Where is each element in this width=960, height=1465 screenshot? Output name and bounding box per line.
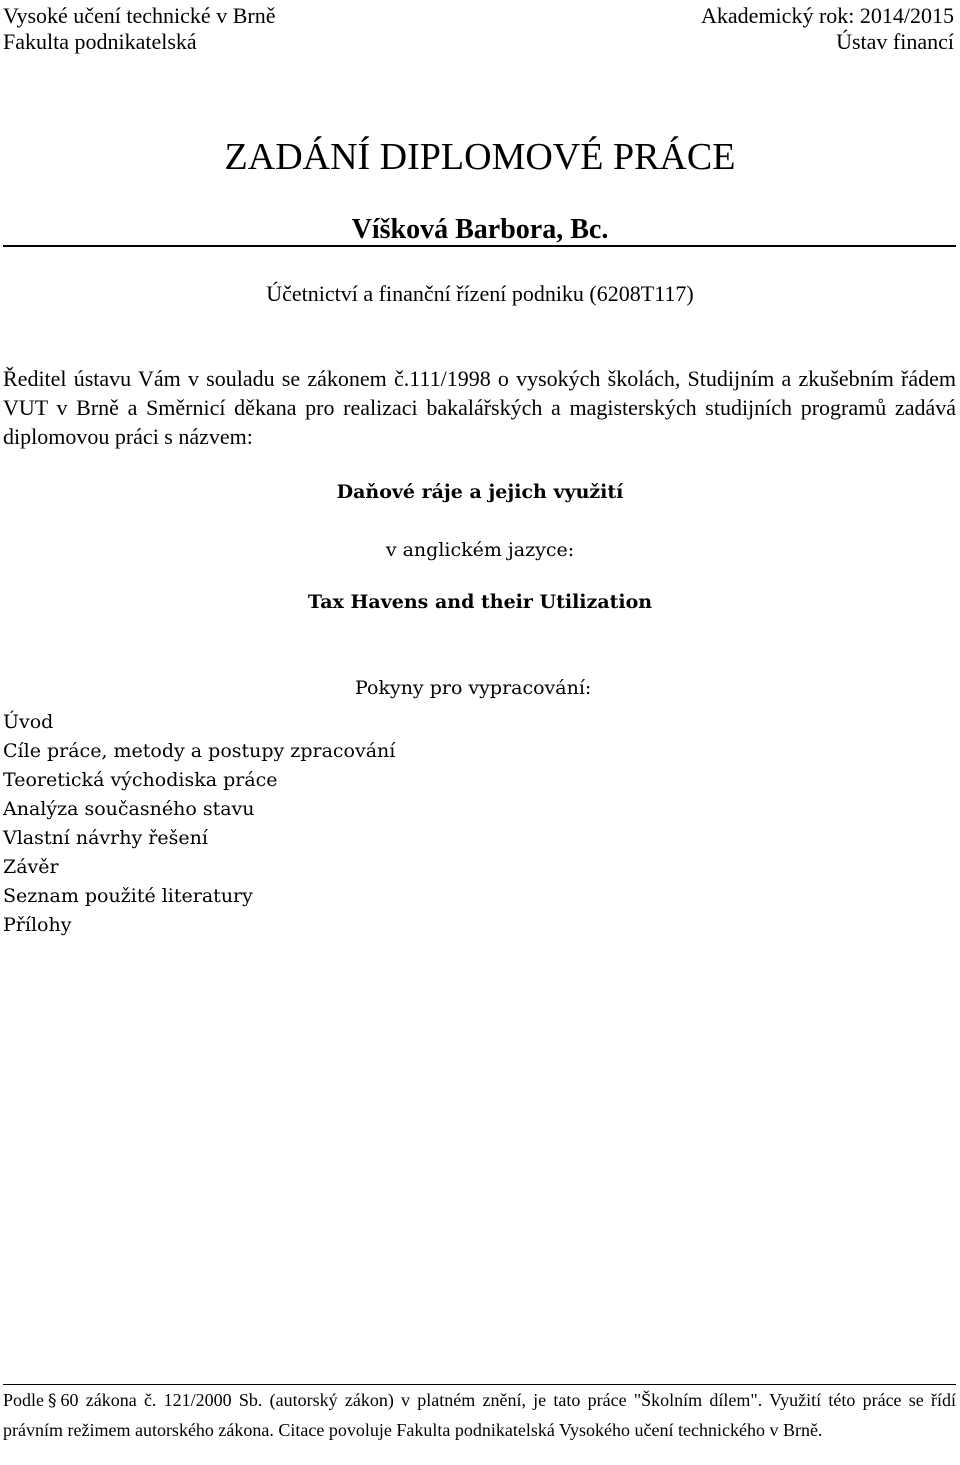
intro-paragraph: Ředitel ústavu Vám v souladu se zákonem č.111/1998 o vysokých školách, Studijním a zkušebním řádem VUT v Brně a Směrnicí děkana pro realizaci bakalářských a magisterských studijních programů zadává diplomovou práci s názvem: [3,366,956,449]
thesis-title-czech: Daňové ráje a jejich využití [336,481,624,503]
list-item: Přílohy [3,914,72,936]
department-name: Ústav financí [836,29,954,54]
list-item: Úvod [3,711,54,733]
study-field: Účetnictví a finanční řízení podniku (6208T117) [266,281,694,306]
english-title-label: v anglickém jazyce: [385,539,575,561]
document-title: ZADÁNÍ DIPLOMOVÉ PRÁCE [224,136,736,178]
name-divider [3,245,956,247]
faculty-name: Fakulta podnikatelská [3,29,197,54]
student-name: Víšková Barbora, Bc. [351,214,609,245]
footer-divider [3,1384,956,1385]
list-item: Vlastní návrhy řešení [3,827,208,849]
list-item: Analýza současného stavu [3,798,255,820]
list-item: Teoretická východiska práce [3,769,278,791]
copyright-notice [3,1386,956,1445]
academic-year: Akademický rok: 2014/2015 [701,3,954,28]
list-item: Závěr [3,856,59,878]
university-name: Vysoké učení technické v Brně [3,3,276,28]
section-sign: § [48,1391,57,1411]
outline-list [3,708,395,940]
instructions-heading: Pokyny pro vypracování: [355,677,592,699]
list-item: Seznam použité literatury [3,885,253,907]
footer-lead-word: Podle [3,1390,45,1410]
thesis-title-english: Tax Havens and their Utilization [307,591,653,613]
footer-body: 60 zákona č. 121/2000 Sb. (autorský zákon) v platném znění, je tato práce "Školním dílem". Využití této práce se řídí právním režimem autorského zákona. Citace povoluje Fakulta podnikatelská Vysokého učení technického v Brně. [3,1390,956,1440]
list-item: Cíle práce, metody a postupy zpracování [3,740,396,762]
